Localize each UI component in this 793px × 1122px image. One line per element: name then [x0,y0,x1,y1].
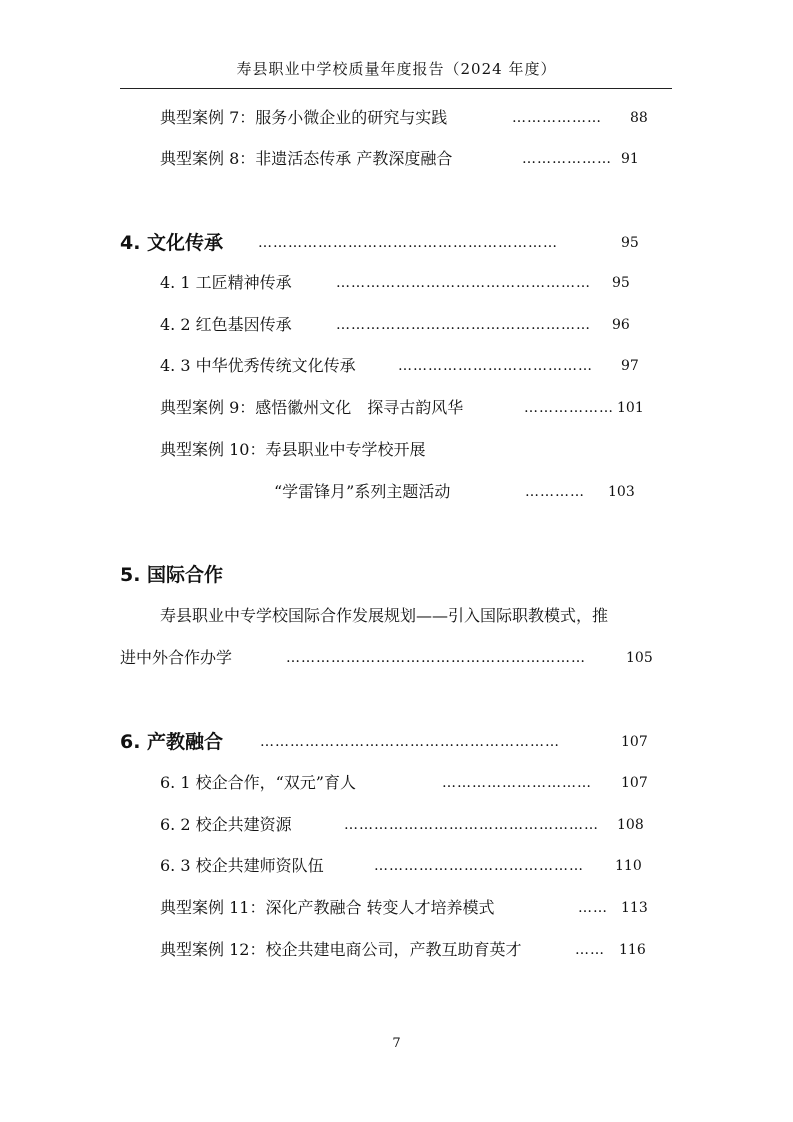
toc-section4-heading[interactable]: 4. 文化传承 [120,232,224,254]
toc-4-3-page: 97 [621,358,639,374]
toc-case8-dots: ……………… [522,151,612,167]
toc-6-2-dots: …………………………………………… [344,817,599,833]
toc-case7-dots: ……………… [512,110,602,126]
toc-section5-item-line2[interactable]: 进中外合作办学 [120,648,233,667]
toc-section5-heading[interactable]: 5. 国际合作 [120,564,224,586]
header-rule [120,88,672,89]
toc-case10-page: 103 [608,484,635,500]
toc-section6-page: 107 [621,734,648,750]
toc-4-3-title[interactable]: 4. 3 中华优秀传统文化传承 [160,356,356,375]
toc-section6-dots: …………………………………………………… [260,734,560,750]
toc-case10-title-line2[interactable]: “学雷锋月”系列主题活动 [274,482,451,501]
toc-case10-dots: ………… [525,484,585,500]
toc-4-1-title[interactable]: 4. 1 工匠精神传承 [160,273,292,292]
toc-case9-page: 101 [617,400,644,416]
toc-case7-page: 88 [630,110,648,126]
toc-6-1-title[interactable]: 6. 1 校企合作，“双元”育人 [160,773,356,792]
toc-6-3-title[interactable]: 6. 3 校企共建师资队伍 [160,856,324,875]
toc-section5-item-line1[interactable]: 寿县职业中专学校国际合作发展规划——引入国际职教模式，推 [160,606,609,625]
toc-4-2-title[interactable]: 4. 2 红色基因传承 [160,315,292,334]
toc-section5-item-dots: …………………………………………………… [286,650,586,666]
toc-6-1-page: 107 [621,775,648,791]
toc-6-1-dots: ………………………… [442,775,592,791]
toc-section5-item-page: 105 [626,650,653,666]
toc-case9-dots: ……………… [524,400,614,416]
page-number: 7 [392,1036,401,1051]
toc-4-1-dots: …………………………………………… [336,275,591,291]
toc-case8-page: 91 [621,151,639,167]
toc-section4-page: 95 [621,235,639,251]
toc-case12-page: 116 [619,942,646,958]
toc-6-3-page: 110 [615,858,642,874]
toc-6-2-title[interactable]: 6. 2 校企共建资源 [160,815,292,834]
toc-4-3-dots: ………………………………… [398,358,593,374]
toc-case9-title[interactable]: 典型案例 9：感悟徽州文化 探寻古韵风华 [160,398,464,417]
toc-6-3-dots: …………………………………… [374,858,584,874]
toc-case11-page: 113 [621,900,648,916]
report-header: 寿县职业中学校质量年度报告（2024 年度） [236,60,557,78]
toc-case8-title[interactable]: 典型案例 8：非遗活态传承 产教深度融合 [160,149,453,168]
toc-case11-title[interactable]: 典型案例 11：深化产教融合 转变人才培养模式 [160,898,495,917]
toc-section6-heading[interactable]: 6. 产教融合 [120,731,224,753]
toc-section4-dots: …………………………………………………… [258,235,558,251]
toc-case12-dots: …… [575,942,605,958]
toc-6-2-page: 108 [617,817,644,833]
toc-case11-dots: …… [578,900,608,916]
toc-4-2-dots: …………………………………………… [336,317,591,333]
toc-4-2-page: 96 [612,317,630,333]
toc-case12-title[interactable]: 典型案例 12：校企共建电商公司，产教互助育英才 [160,940,522,959]
toc-4-1-page: 95 [612,275,630,291]
toc-case7-title[interactable]: 典型案例 7：服务小微企业的研究与实践 [160,108,448,127]
toc-case10-title-line1[interactable]: 典型案例 10：寿县职业中专学校开展 [160,440,426,459]
